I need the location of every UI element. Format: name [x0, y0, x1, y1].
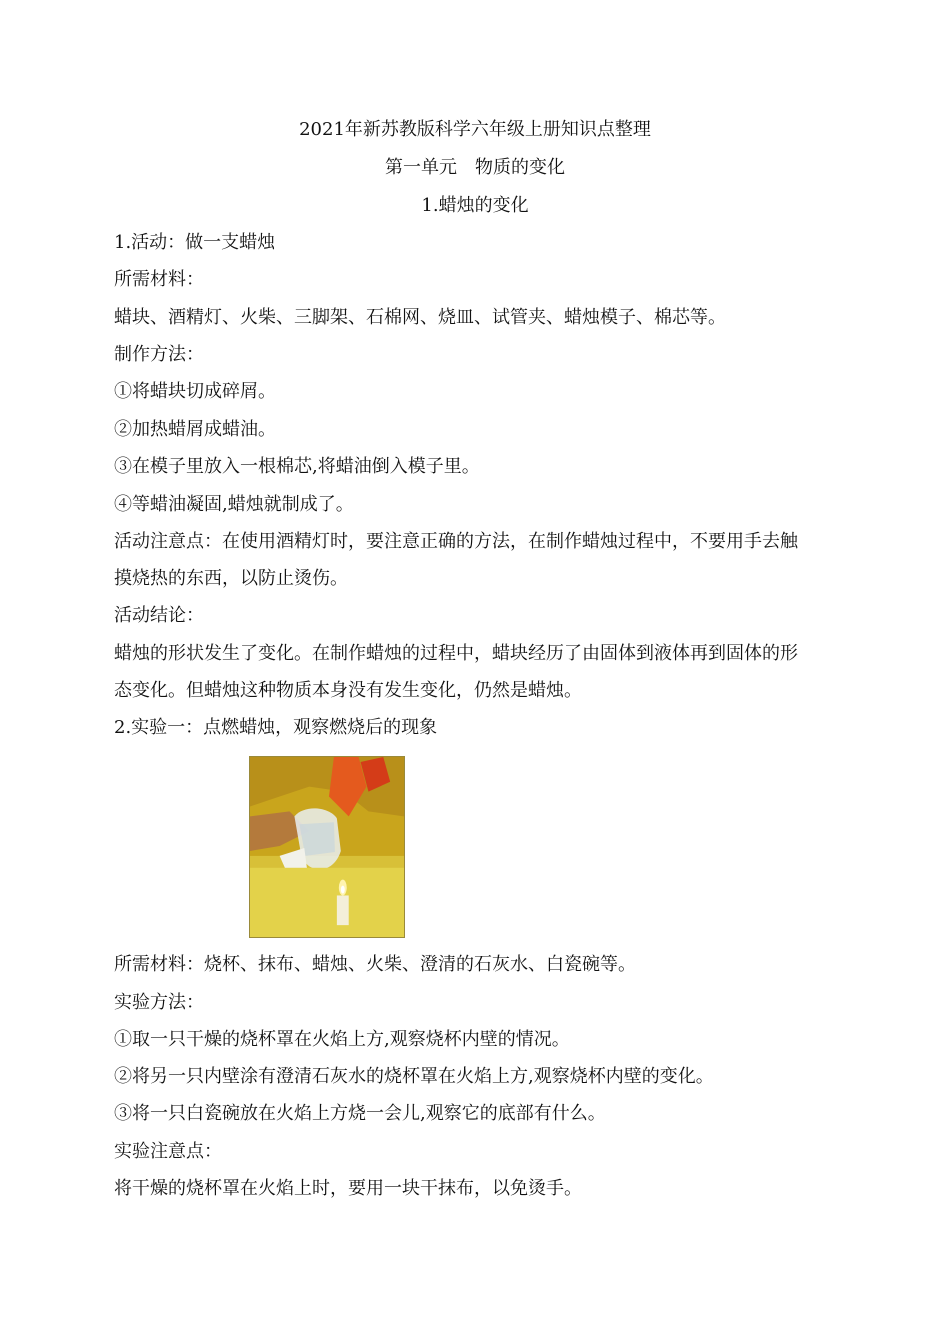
activity-step: ①将蜡块切成碎屑。 — [114, 381, 276, 402]
experiment-method-label: 实验方法： — [114, 992, 204, 1013]
experiment-step: ①取一只干燥的烧杯罩在火焰上方,观察烧杯内壁的情况。 — [114, 1029, 570, 1050]
activity-step: ③在模子里放入一根棉芯,将蜡油倒入模子里。 — [114, 456, 480, 477]
activity-step: ②加热蜡屑成蜡油。 — [114, 419, 276, 440]
experiment-heading: 2.实验一：点燃蜡烛，观察燃烧后的现象 — [114, 717, 438, 738]
activity-materials-label: 所需材料： — [114, 269, 204, 290]
experiment-step: ②将另一只内壁涂有澄清石灰水的烧杯罩在火焰上方,观察烧杯内壁的变化。 — [114, 1066, 714, 1087]
experiment-caution: 将干燥的烧杯罩在火焰上时，要用一块干抹布，以免烫手。 — [114, 1178, 582, 1199]
activity-conclusion-label: 活动结论： — [114, 605, 204, 626]
activity-step: ④等蜡油凝固,蜡烛就制成了。 — [114, 494, 354, 515]
experiment-materials: 所需材料：烧杯、抹布、蜡烛、火柴、澄清的石灰水、白瓷碗等。 — [114, 954, 636, 975]
unit-title: 第一单元 物质的变化 — [385, 157, 565, 178]
activity-materials: 蜡块、酒精灯、火柴、三脚架、石棉网、烧皿、试管夹、蜡烛模子、棉芯等。 — [114, 307, 726, 328]
document-title: 2021年新苏教版科学六年级上册知识点整理 — [299, 119, 651, 140]
activity-caution-line: 摸烧热的东西，以防止烫伤。 — [114, 568, 348, 589]
experiment-caution-label: 实验注意点： — [114, 1141, 222, 1162]
activity-heading: 1.活动：做一支蜡烛 — [114, 232, 276, 253]
activity-method-label: 制作方法： — [114, 344, 204, 365]
activity-conclusion-line: 蜡烛的形状发生了变化。在制作蜡烛的过程中，蜡块经历了由固体到液体再到固体的形 — [114, 643, 798, 664]
lesson-title: 1.蜡烛的变化 — [421, 195, 529, 216]
activity-conclusion-line: 态变化。但蜡烛这种物质本身没有发生变化，仍然是蜡烛。 — [114, 680, 582, 701]
experiment-step: ③将一只白瓷碗放在火焰上方烧一会儿,观察它的底部有什么。 — [114, 1103, 606, 1124]
activity-caution-line: 活动注意点：在使用酒精灯时，要注意正确的方法，在制作蜡烛过程中，不要用手去触 — [114, 531, 798, 552]
candle-experiment-photo — [249, 756, 405, 938]
